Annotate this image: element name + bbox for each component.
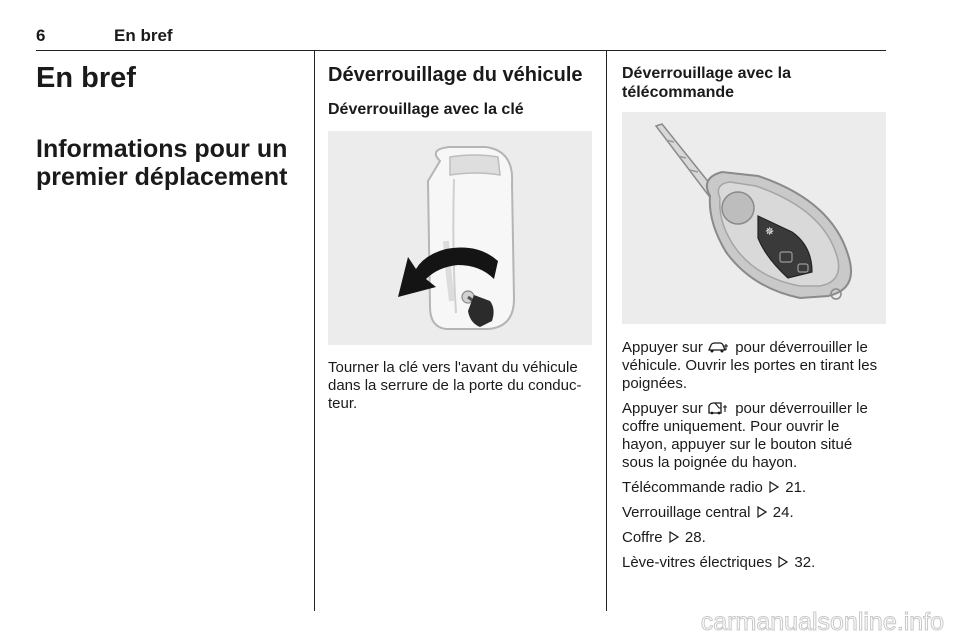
trunk-unlock-icon: [707, 401, 731, 415]
svg-text:carmanualsonline.info: carmanualsonline.info: [700, 608, 944, 636]
reference-triangle-icon: [669, 531, 679, 543]
subsection-heading: Déverrouillage avec la télécommande: [622, 65, 791, 102]
reference-triangle-icon: [769, 481, 779, 493]
paragraph-text: pour déverrouiller le véhicule. Ouvrir les portes en tirant les poignées.: [622, 339, 878, 393]
reference-triangle-icon: [757, 506, 767, 518]
page-number: 6: [36, 26, 46, 45]
reference-label: Lève-vitres électriques: [622, 554, 773, 572]
column-divider: [606, 51, 607, 611]
reference-page: 24.: [772, 504, 794, 522]
reference-triangle-icon: [778, 556, 788, 568]
reference-page: 28.: [684, 529, 706, 547]
column-left: [36, 62, 304, 191]
running-title: En bref: [114, 26, 173, 45]
section-title: Informations pour un premier déplacement: [36, 135, 288, 192]
reference-label: Télécommande radio: [622, 479, 763, 497]
header-rule: [36, 50, 886, 51]
section-heading: Déverrouillage du véhicule: [328, 64, 583, 86]
reference-label: Verrouillage central: [622, 504, 751, 522]
column-right: [622, 64, 886, 579]
reference-page: 21.: [785, 479, 807, 497]
car-unlock-icon: [707, 340, 731, 354]
column-divider: [314, 51, 315, 611]
paragraph-text: Appuyer sur: [622, 339, 703, 357]
door-handle-key-illustration: [328, 131, 592, 345]
cross-reference-link[interactable]: [622, 529, 886, 547]
chapter-title: En bref: [36, 62, 136, 94]
reference-page: 32.: [794, 554, 816, 572]
page-header: [36, 26, 886, 50]
figure-caption: Tourner la clé vers l'avant du véhicule dans la serrure de la porte du conduc-teur.: [328, 359, 582, 413]
watermark-logo: [626, 608, 946, 636]
subsection-heading: Déverrouillage avec la clé: [328, 101, 524, 118]
cross-reference-link[interactable]: [622, 554, 886, 572]
paragraph-text: Appuyer sur: [622, 400, 703, 418]
paragraph-text: pour déverrouiller le coffre uniquement. Pour ouvrir le hayon, appuyer sur le bouton situé sous la poignée du hayon.: [622, 400, 868, 472]
paragraph-unlock-vehicle: [622, 339, 886, 393]
svg-text:✵: ✵: [765, 225, 775, 239]
reference-label: Coffre: [622, 529, 663, 547]
remote-key-illustration: [622, 112, 886, 324]
paragraph-unlock-trunk: [622, 400, 886, 472]
column-middle: [328, 64, 594, 413]
cross-reference-link[interactable]: [622, 479, 886, 497]
cross-reference-link[interactable]: [622, 504, 886, 522]
